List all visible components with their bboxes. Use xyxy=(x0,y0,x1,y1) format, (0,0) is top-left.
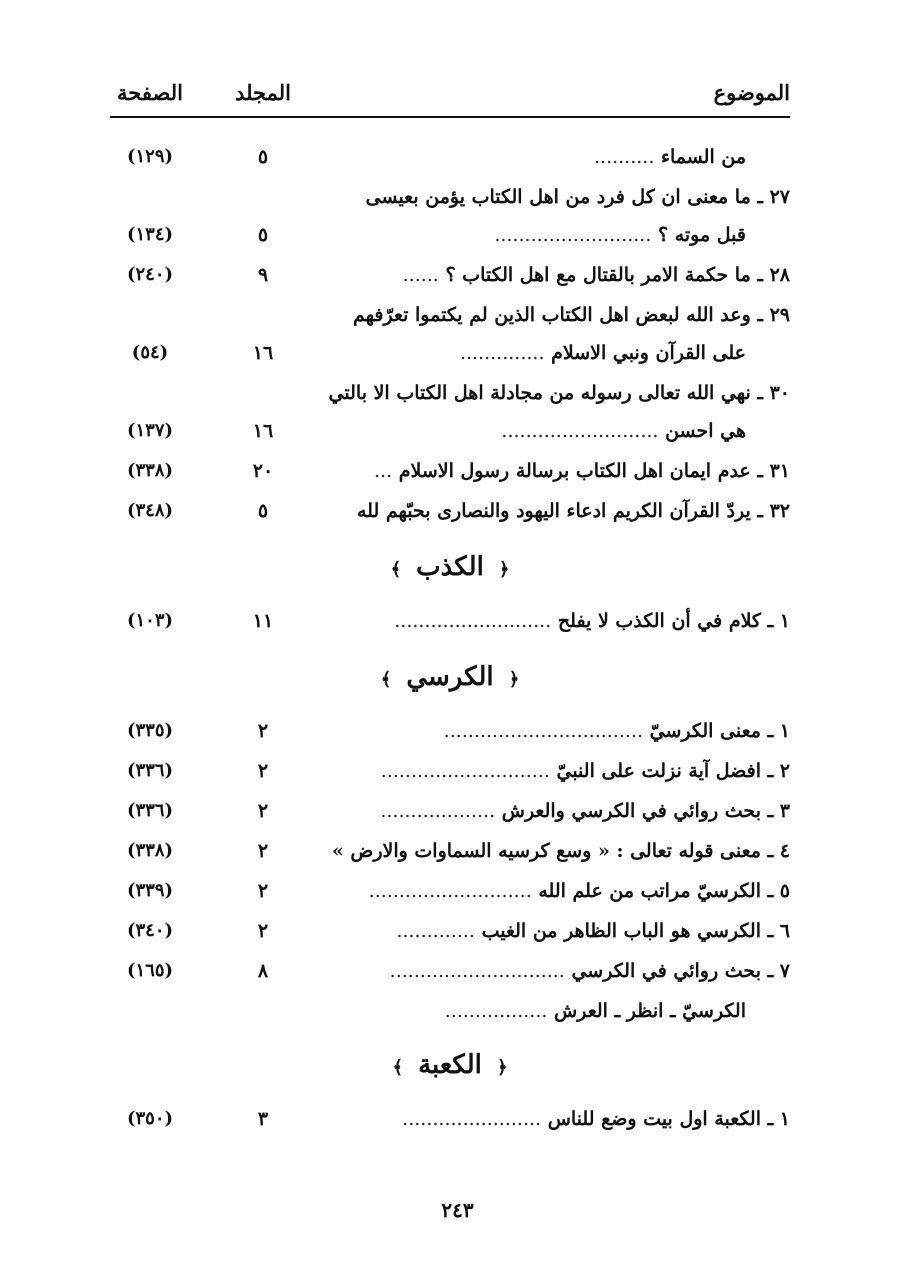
leader-dots: ........................... xyxy=(368,880,532,902)
entry-text: ٣١ ـ عدم ايمان اهل الكتاب برسالة رسول الاسلام xyxy=(398,460,790,482)
entry-volume: ١٦ xyxy=(252,420,274,442)
index-row xyxy=(110,296,790,334)
entry-text: ٤ ـ معنى قوله تعالى : « وسع كرسيه السماوات والارض » xyxy=(331,840,790,862)
entry-text: ٧ ـ بحث روائي في الكرسي xyxy=(571,960,790,982)
leader-dots: ............................. xyxy=(389,960,565,982)
index-row xyxy=(110,412,790,452)
header-divider xyxy=(110,116,790,118)
entry-page: (١٣٧) xyxy=(126,420,174,441)
index-row xyxy=(110,992,790,1030)
leader-dots: ............. xyxy=(396,920,475,942)
entry-text: على القرآن ونبي الاسلام xyxy=(551,342,746,364)
entry-volume: ٢ xyxy=(257,920,269,942)
section-heading-kursi xyxy=(110,642,790,712)
entry-page: (٣٣٥) xyxy=(126,720,174,741)
entry-topic xyxy=(320,178,790,216)
index-row xyxy=(110,216,790,256)
leader-dots: .......................... xyxy=(394,610,552,632)
group-kadhib xyxy=(110,602,790,642)
entry-page: (١٠٣) xyxy=(126,610,174,631)
index-row xyxy=(110,872,790,912)
entry-topic xyxy=(320,952,790,990)
entry-topic xyxy=(320,1100,790,1138)
entry-text: قبل موته ؟ xyxy=(658,224,746,246)
ornament-open: ﴿ xyxy=(508,669,520,690)
entry-page: (٣٤٠) xyxy=(126,920,174,941)
entry-text: من السماء xyxy=(661,146,746,168)
leader-dots: .......................... xyxy=(501,420,659,442)
entry-volume: ٢ xyxy=(257,840,269,862)
entry-volume: ٣ xyxy=(257,1108,269,1130)
entry-topic xyxy=(320,912,790,950)
leader-dots: ................................. xyxy=(443,720,644,742)
entry-volume: ٢ xyxy=(257,760,269,782)
entry-volume: ٢ xyxy=(257,800,269,822)
entry-topic xyxy=(320,712,790,750)
entry-topic xyxy=(320,256,790,294)
index-row xyxy=(110,178,790,216)
index-row xyxy=(110,712,790,752)
entry-page: (٣٤٨) xyxy=(126,500,174,521)
index-row xyxy=(110,256,790,296)
entry-topic xyxy=(320,792,790,830)
section-heading-kadhib xyxy=(110,532,790,602)
entry-topic xyxy=(320,602,790,640)
entry-volume: ٥ xyxy=(257,224,269,246)
entry-topic xyxy=(320,374,790,412)
entry-topic xyxy=(320,452,790,490)
index-row xyxy=(110,792,790,832)
entry-page: (٢٤٠) xyxy=(126,264,174,285)
entry-volume: ٥ xyxy=(257,146,269,168)
leader-dots: ...... xyxy=(402,264,439,286)
entry-text: ٥ ـ الكرسيّ مراتب من علم الله xyxy=(538,880,790,902)
ornament-close: ﴾ xyxy=(380,669,392,690)
page-number: ٢٤٣ xyxy=(441,1198,474,1222)
index-row xyxy=(110,452,790,492)
leader-dots: ... xyxy=(374,460,393,482)
entry-text: ٣ ـ بحث روائي في الكرسي والعرش xyxy=(501,800,790,822)
leader-dots: ................. xyxy=(444,1000,548,1022)
header-page: الصفحة xyxy=(117,80,183,105)
entry-text: هي احسن xyxy=(665,420,746,442)
index-row xyxy=(110,602,790,642)
index-content xyxy=(110,138,790,1140)
index-row xyxy=(110,832,790,872)
leader-dots: .............. xyxy=(459,342,545,364)
entry-topic xyxy=(320,832,790,870)
entry-text: ١ ـ كلام في أن الكذب لا يفلح xyxy=(557,610,790,632)
index-row xyxy=(110,912,790,952)
entry-volume: ٩ xyxy=(257,264,269,286)
entry-page: (٥٤) xyxy=(131,342,169,363)
entry-topic xyxy=(320,296,790,334)
section-title: الكعبة xyxy=(418,1050,482,1080)
entry-page: (٣٣٨) xyxy=(126,460,174,481)
entry-topic xyxy=(320,492,790,530)
entry-volume: ٨ xyxy=(257,960,269,982)
index-row xyxy=(110,138,790,178)
leader-dots: .......... xyxy=(593,146,655,168)
entry-text: ٣٠ ـ نهي الله تعالى رسوله من مجادلة اهل الكتاب الا بالتي xyxy=(328,382,790,404)
entry-page: (٣٣٦) xyxy=(126,800,174,821)
entry-page: (٣٣٩) xyxy=(126,880,174,901)
index-row xyxy=(110,334,790,374)
section-heading-kaaba xyxy=(110,1030,790,1100)
entry-topic xyxy=(320,334,746,372)
entry-topic xyxy=(320,752,790,790)
entry-text: ٦ ـ الكرسي هو الباب الظاهر من الغيب xyxy=(481,920,790,942)
entry-volume: ٢ xyxy=(257,720,269,742)
entry-text: ٣٢ ـ يردّ القرآن الكريم ادعاء اليهود والنصارى بحبّهم لله xyxy=(356,500,790,522)
entry-volume: ١٦ xyxy=(252,342,274,364)
leader-dots: ....................... xyxy=(402,1108,542,1130)
entry-volume: ٥ xyxy=(257,500,269,522)
header-topic: الموضوع xyxy=(713,80,790,105)
group-ahl-al-kitab xyxy=(110,138,790,532)
entry-page: (١٣٤) xyxy=(126,224,174,245)
entry-text: ٢٧ ـ ما معنى ان كل فرد من اهل الكتاب يؤمن بعيسى xyxy=(365,186,790,208)
section-title: الكرسي xyxy=(406,662,494,692)
header-volume: المجلد xyxy=(235,80,291,105)
entry-topic xyxy=(320,412,746,450)
entry-page: (١٦٥) xyxy=(126,960,174,981)
entry-text: ٢٩ ـ وعد الله لبعض اهل الكتاب الذين لم يكتموا تعرّفهم xyxy=(352,304,790,326)
entry-volume: ٢ xyxy=(257,880,269,902)
entry-topic xyxy=(320,138,746,176)
entry-volume: ١١ xyxy=(252,610,274,632)
index-row xyxy=(110,1100,790,1140)
group-kursi xyxy=(110,712,790,1030)
entry-page: (١٢٩) xyxy=(126,146,174,167)
section-title: الكذب xyxy=(416,552,484,582)
index-row xyxy=(110,952,790,992)
entry-volume: ٢٠ xyxy=(252,460,274,482)
entry-text: ٢٨ ـ ما حكمة الامر بالقتال مع اهل الكتاب ؟ xyxy=(445,264,790,286)
entry-page: (٣٥٠) xyxy=(126,1108,174,1129)
entry-text: ١ ـ الكعبة اول بيت وضع للناس xyxy=(547,1108,790,1130)
entry-topic xyxy=(320,216,746,254)
entry-text: ٢ ـ افضل آية نزلت على النبيّ xyxy=(556,760,790,782)
leader-dots: ................... xyxy=(380,800,496,822)
leader-dots: .......................... xyxy=(494,224,652,246)
ornament-open: ﴿ xyxy=(496,1057,508,1078)
ornament-open: ﴿ xyxy=(498,559,510,580)
table-header xyxy=(110,72,790,116)
entry-page: (٣٣٨) xyxy=(126,840,174,861)
leader-dots: ............................ xyxy=(380,760,550,782)
ornament-close: ﴾ xyxy=(392,1057,404,1078)
index-row xyxy=(110,374,790,412)
entry-topic xyxy=(320,992,746,1030)
group-kaaba xyxy=(110,1100,790,1140)
entry-topic xyxy=(320,872,790,910)
entry-text: ١ ـ معنى الكرسيّ xyxy=(649,720,790,742)
entry-page: (٣٣٦) xyxy=(126,760,174,781)
ornament-close: ﴾ xyxy=(390,559,402,580)
index-row xyxy=(110,492,790,532)
index-row xyxy=(110,752,790,792)
entry-text: الكرسيّ ـ انظر ـ العرش xyxy=(554,1000,746,1022)
